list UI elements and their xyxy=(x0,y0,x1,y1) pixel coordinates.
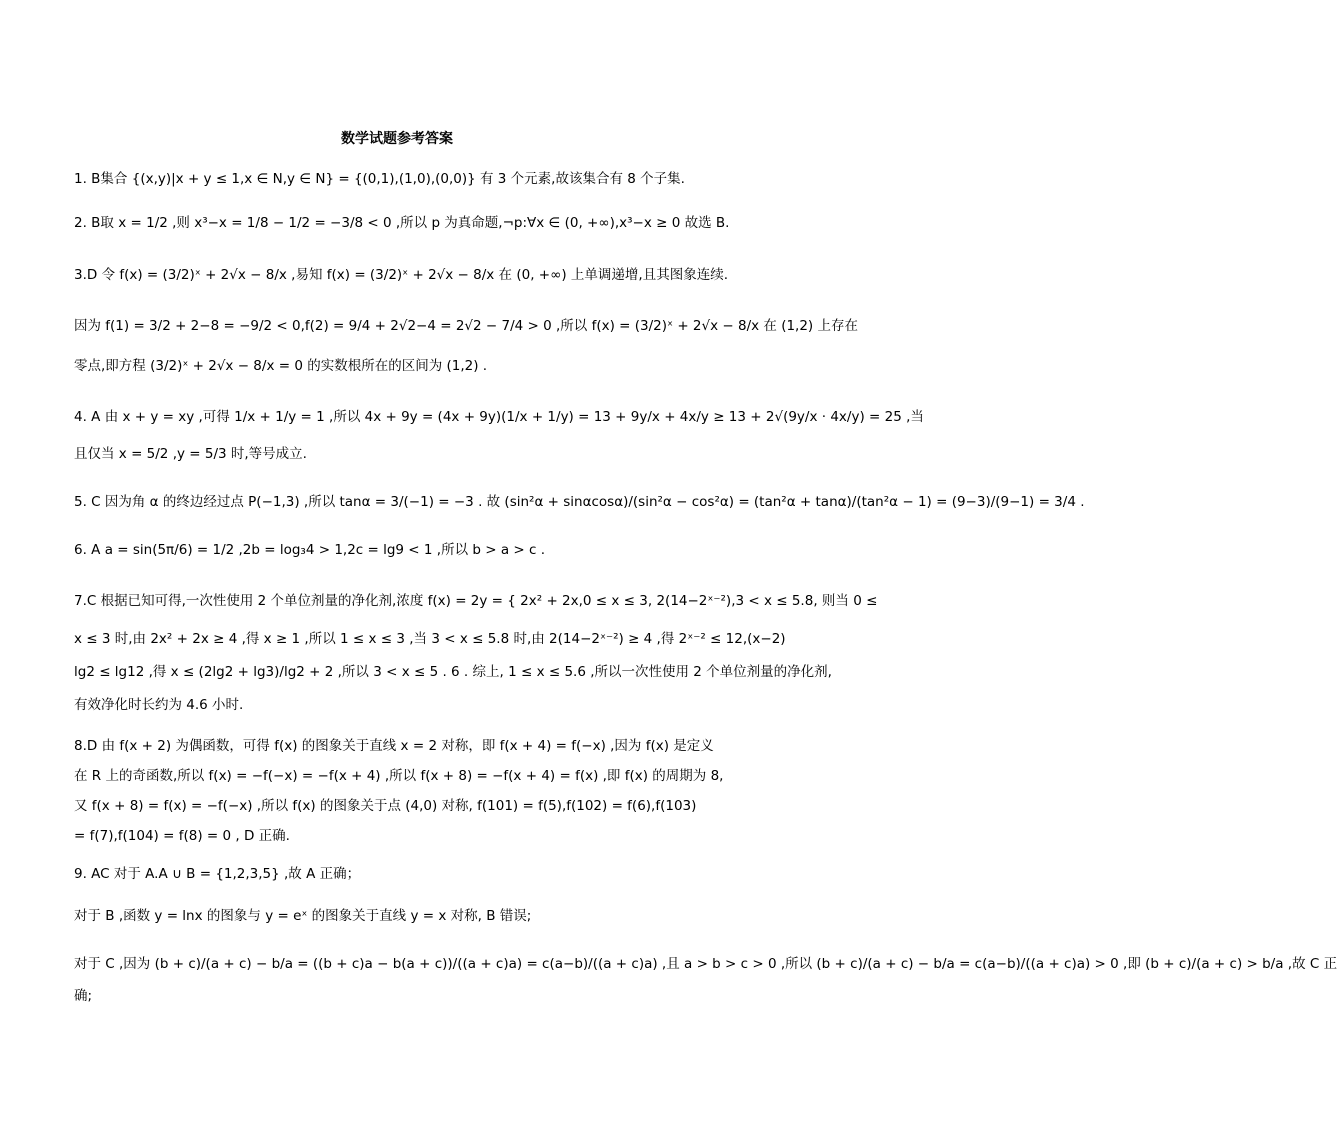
answer-line: 对于 B ,函数 y = lnx 的图象与 y = eˣ 的图象关于直线 y = x 对称, B 错误; xyxy=(74,908,532,924)
answer-line: 又 f(x + 8) = f(x) = −f(−x) ,所以 f(x) 的图象关于点 (4,0) 对称, f(101) = f(5),f(102) = f(6),f(103) xyxy=(74,798,697,814)
answer-line: 5. C 因为角 α 的终边经过点 P(−1,3) ,所以 tanα = 3/(−1) = −3 . 故 (sin²α + sinαcosα)/(sin²α − cos²α) = (tan²α + tanα)/(tan²α − 1) = (9−3)/(9−1) = 3/4 . xyxy=(74,494,1085,510)
answer-line: 在 R 上的奇函数,所以 f(x) = −f(−x) = −f(x + 4) ,所以 f(x + 8) = −f(x + 4) = f(x) ,即 f(x) 的周期为 8, xyxy=(74,768,724,784)
answer-line: 2. B取 x = 1/2 ,则 x³−x = 1/8 − 1/2 = −3/8 < 0 ,所以 p 为真命题,¬p:∀x ∈ (0, +∞),x³−x ≥ 0 故选 B. xyxy=(74,215,730,231)
answer-line: x ≤ 3 时,由 2x² + 2x ≥ 4 ,得 x ≥ 1 ,所以 1 ≤ x ≤ 3 ,当 3 < x ≤ 5.8 时,由 2(14−2ˣ⁻²) ≥ 4 ,得 2ˣ⁻² ≤ 12,(x−2) xyxy=(74,631,786,647)
answer-line: lg2 ≤ lg12 ,得 x ≤ (2lg2 + lg3)/lg2 + 2 ,所以 3 < x ≤ 5 . 6 . 综上, 1 ≤ x ≤ 5.6 ,所以一次性使用 2 个单位剂量的净化剂, xyxy=(74,664,832,680)
answer-line: 1. B集合 {(x,y)|x + y ≤ 1,x ∈ N,y ∈ N} = {(0,1),(1,0),(0,0)} 有 3 个元素,故该集合有 8 个子集. xyxy=(74,171,685,187)
answer-line: 零点,即方程 (3/2)ˣ + 2√x − 8/x = 0 的实数根所在的区间为 (1,2) . xyxy=(74,358,488,374)
answer-line: 确; xyxy=(74,988,93,1004)
answer-line: = f(7),f(104) = f(8) = 0 , D 正确. xyxy=(74,828,290,844)
answer-line: 因为 f(1) = 3/2 + 2−8 = −9/2 < 0,f(2) = 9/4 + 2√2−4 = 2√2 − 7/4 > 0 ,所以 f(x) = (3/2)ˣ + 2√x − 8/x 在 (1,2) 上存在 xyxy=(74,318,858,334)
answer-line: 且仅当 x = 5/2 ,y = 5/3 时,等号成立. xyxy=(74,446,307,462)
answer-line: 3.D 令 f(x) = (3/2)ˣ + 2√x − 8/x ,易知 f(x) = (3/2)ˣ + 2√x − 8/x 在 (0, +∞) 上单调递增,且其图象连续. xyxy=(74,267,728,283)
answer-line: 9. AC 对于 A.A ∪ B = {1,2,3,5} ,故 A 正确； xyxy=(74,866,361,882)
answer-line: 7.C 根据已知可得,一次性使用 2 个单位剂量的净化剂,浓度 f(x) = 2y = { 2x² + 2x,0 ≤ x ≤ 3, 2(14−2ˣ⁻²),3 < x ≤ 5.8, 则当 0 ≤ xyxy=(74,593,878,609)
answer-line: 4. A 由 x + y = xy ,可得 1/x + 1/y = 1 ,所以 4x + 9y = (4x + 9y)(1/x + 1/y) = 13 + 9y/x + 4x/y ≥ 13 + 2√(9y/x · 4x/y) = 25 ,当 xyxy=(74,409,924,425)
answer-line: 对于 C ,因为 (b + c)/(a + c) − b/a = ((b + c)a − b(a + c))/((a + c)a) = c(a−b)/((a + c)a) ,且 a > b > c > 0 ,所以 (b + c)/(a + c) − b/a = c(a−b)/((a + c)a) > 0 ,即 (b + c)/(a + c) > b/a ,故 C 正 xyxy=(74,956,1337,972)
answer-line: 6. A a = sin(5π/6) = 1/2 ,2b = log₃4 > 1,2c = lg9 < 1 ,所以 b > a > c . xyxy=(74,542,546,558)
answer-line: 8.D 由 f(x + 2) 为偶函数，可得 f(x) 的图象关于直线 x = 2 对称，即 f(x + 4) = f(−x) ,因为 f(x) 是定义 xyxy=(74,738,714,754)
page-title: 数学试题参考答案 xyxy=(341,131,453,147)
answer-line: 有效净化时长约为 4.6 小时. xyxy=(74,697,244,713)
